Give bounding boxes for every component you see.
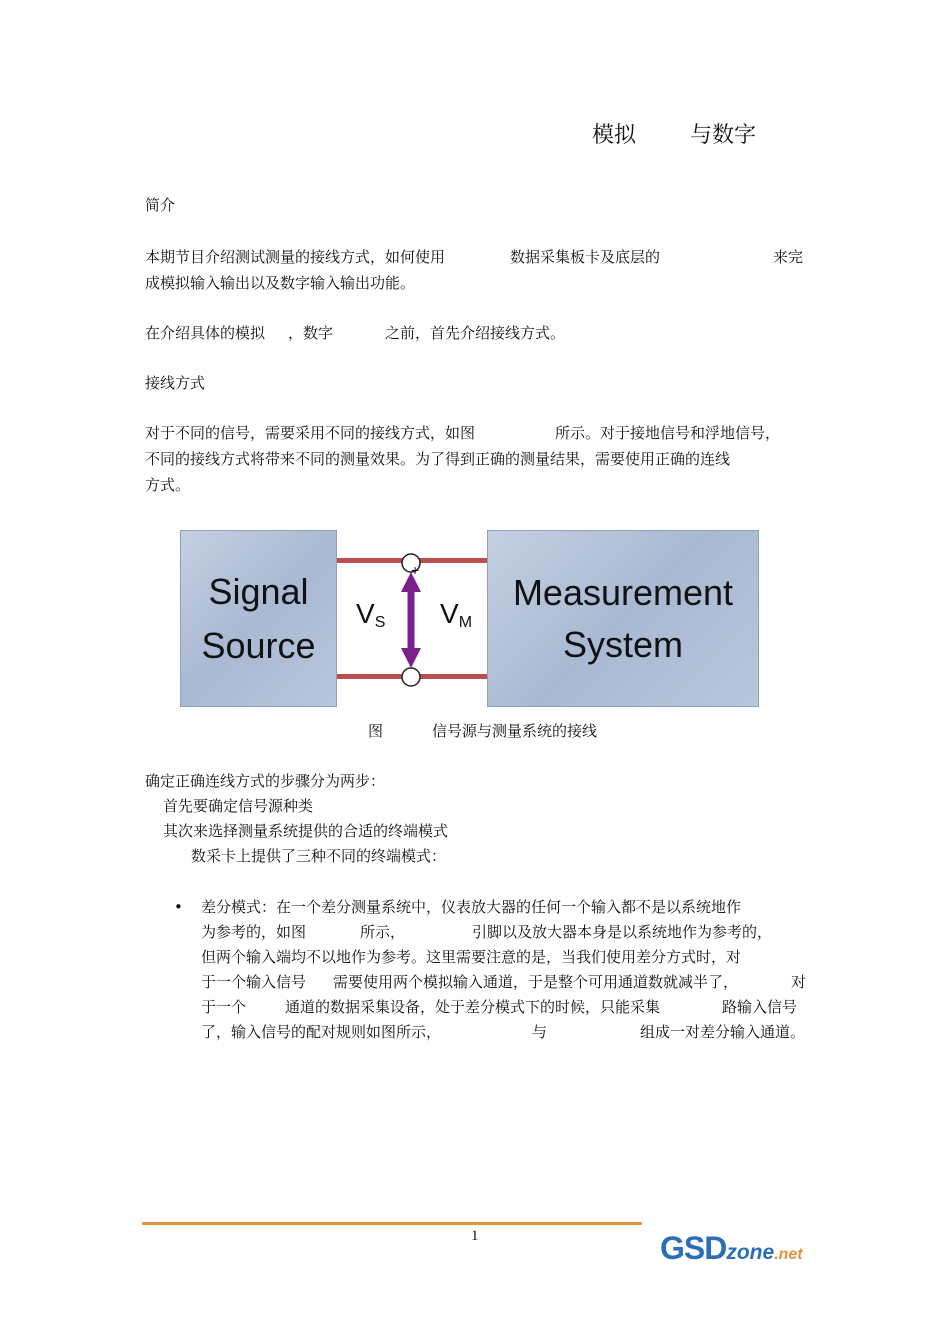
bullet-line6-c: 组成一对差分输入通道。 (640, 1023, 806, 1041)
measurement-system-line2: System (562, 623, 683, 665)
logo-gsd: GSD (660, 1230, 727, 1266)
para3-line2: 不同的接线方式将带来不同的测量效果。为了得到正确的测量结果，需要使用正确的连线 (145, 450, 731, 468)
bullet-line2-b: 所示， (360, 923, 406, 941)
gsdzone-logo (660, 1230, 803, 1267)
steps-line3: 其次来选择测量系统提供的合适的终端模式 (163, 822, 449, 840)
bullet-line2-c: 引脚以及放大器本身是以系统地作为参考的， (472, 923, 773, 941)
vs-letter: V (356, 598, 375, 629)
logo-net: .net (774, 1246, 803, 1263)
bullet-line1: 差分模式：在一个差分测量系统中，仪表放大器的任何一个输入都不是以系统地作 (201, 898, 742, 916)
bullet-line4-b: 需要使用两个模拟输入通道，于是整个可用通道数就减半了， (333, 973, 739, 991)
para1-line1-a: 本期节目介绍测试测量的接线方式，如何使用 (145, 248, 446, 266)
title-part1: 模拟 (592, 123, 637, 148)
bullet-line5-b: 通道的数据采集设备，处于差分模式下的时候，只能采集 (285, 998, 661, 1016)
voltage-arrow-head-down (401, 648, 421, 668)
para3-line1-a: 对于不同的信号，需要采用不同的接线方式，如图 (145, 424, 476, 442)
bullet-line5-a: 于一个 (201, 998, 247, 1016)
measurement-system-box (487, 530, 759, 707)
footer-rule (142, 1222, 642, 1225)
figure-caption-a: 图 (368, 722, 384, 740)
bullet-line6-a: 了，输入信号的配对规则如图所示， (201, 1023, 442, 1041)
para3-line1-b: 所示。对于接地信号和浮地信号， (555, 424, 781, 442)
vs-subscript: S (374, 614, 386, 631)
para2-b: ，数字 (288, 324, 334, 342)
plus-sign: + (411, 562, 420, 578)
para3-line3: 方式。 (145, 476, 191, 494)
para1-line1-c: 来完 (773, 248, 804, 266)
steps-line1: 确定正确连线方式的步骤分为两步： (145, 772, 386, 790)
signal-source-line2: Source (201, 624, 316, 666)
vs-label (356, 598, 385, 632)
vm-label (440, 598, 472, 632)
signal-source-line1: Signal (208, 570, 309, 612)
bullet-line2-a: 为参考的，如图 (201, 923, 307, 941)
steps-line2: 首先要确定信号源种类 (163, 797, 314, 815)
vm-letter: V (440, 598, 459, 629)
bottom-terminal (402, 668, 420, 686)
bullet-line5-c: 路输入信号 (722, 998, 798, 1016)
bullet-marker: • (174, 898, 183, 916)
signal-source-box (180, 530, 337, 707)
signal-measurement-diagram (180, 530, 760, 710)
wiring-heading: 接线方式 (145, 374, 206, 392)
bullet-line4-a: 于一个输入信号 (201, 973, 307, 991)
para2-a: 在介绍具体的模拟 (145, 324, 266, 342)
bullet-line3: 但两个输入端均不以地作为参考。这里需要注意的是，当我们使用差分方式时，对 (201, 948, 742, 966)
para2-c: 之前，首先介绍接线方式。 (385, 324, 566, 342)
title-part2: 与数字 (690, 123, 757, 148)
page-number: 1 (471, 1228, 479, 1244)
vm-subscript: M (458, 614, 473, 631)
figure-caption-b: 信号源与测量系统的接线 (432, 722, 598, 740)
para1-line2: 成模拟输入输出以及数字输入输出功能。 (145, 274, 416, 292)
steps-line4: 数采卡上提供了三种不同的终端模式： (191, 847, 447, 865)
intro-heading: 简介 (145, 196, 176, 214)
bullet-line6-b: 与 (532, 1023, 548, 1041)
logo-zone: zone (726, 1241, 775, 1264)
bullet-line4-c: 对 (791, 973, 807, 991)
measurement-system-line1: Measurement (512, 571, 734, 613)
para1-line1-b: 数据采集板卡及底层的 (510, 248, 661, 266)
voltage-arrow-svg (381, 530, 441, 710)
